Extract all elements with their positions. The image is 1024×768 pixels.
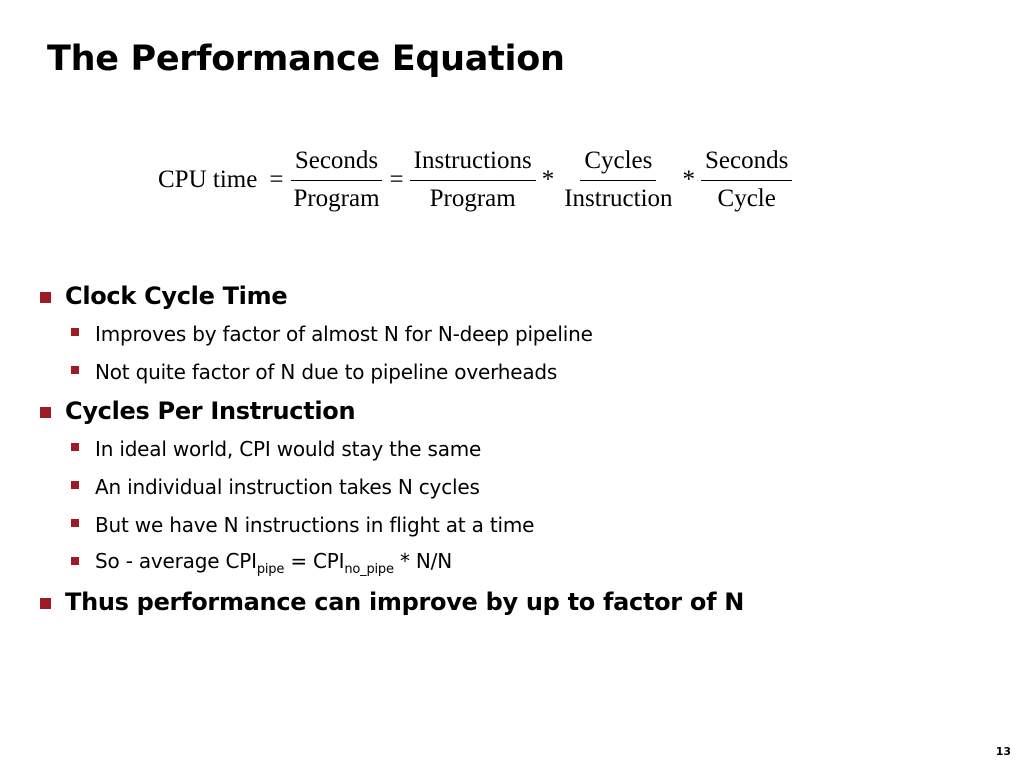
fraction-denominator: Program (293, 184, 380, 212)
multiply-sign: * (541, 166, 555, 194)
fraction-denominator: Program (429, 184, 516, 212)
fraction-numerator: Cycles (580, 147, 656, 181)
fraction-instructions-per-program (410, 147, 536, 214)
square-bullet-icon (71, 366, 79, 374)
formula-middle: = CPI (284, 549, 345, 573)
square-bullet-icon (71, 328, 79, 336)
equation-lhs: CPU time (158, 166, 258, 194)
formula-subscript-no-pipe: no_pipe (344, 562, 394, 577)
formula-subscript-pipe: pipe (256, 562, 285, 577)
bullet-text: Clock Cycle Time (65, 281, 288, 310)
fraction-seconds-per-program (289, 147, 383, 214)
square-bullet-icon (71, 481, 79, 489)
bullet-item (40, 582, 1000, 621)
square-bullet-icon (40, 598, 51, 609)
square-bullet-icon (40, 292, 51, 303)
sub-bullet-text: In ideal world, CPI would stay the same (95, 437, 482, 461)
square-bullet-icon (40, 407, 51, 418)
fraction-numerator: Instructions (410, 147, 536, 181)
sub-bullet-item (40, 430, 1000, 468)
sub-bullet-item (40, 468, 1000, 506)
fraction-numerator: Seconds (291, 147, 382, 181)
square-bullet-icon (71, 519, 79, 527)
square-bullet-icon (71, 557, 79, 565)
multiply-sign: * (682, 166, 696, 194)
bullet-item (40, 391, 1000, 430)
sub-bullet-text: Improves by factor of almost N for N-deep pipeline (95, 322, 593, 346)
sub-bullet-item (40, 506, 1000, 544)
sub-bullet-item-formula (40, 544, 1000, 582)
sub-bullet-text: An individual instruction takes N cycles (95, 475, 480, 499)
formula-suffix: * N/N (393, 549, 452, 573)
sub-bullet-text: But we have N instructions in flight at a time (95, 513, 535, 537)
slide-title: The Performance Equation (47, 39, 565, 79)
fraction-seconds-per-cycle (701, 147, 792, 214)
fraction-cycles-per-instruction (560, 147, 676, 214)
cpi-formula (95, 549, 452, 577)
bullet-list (40, 276, 1000, 621)
bullet-item (40, 276, 1000, 315)
sub-bullet-text: Not quite factor of N due to pipeline overheads (95, 360, 558, 384)
page-number: 13 (995, 745, 1011, 758)
fraction-numerator: Seconds (701, 147, 792, 181)
formula-prefix: So - average CPI (95, 549, 257, 573)
sub-bullet-item (40, 353, 1000, 391)
equals-sign: = (269, 166, 284, 194)
sub-bullet-item (40, 315, 1000, 353)
fraction-denominator: Cycle (717, 184, 776, 212)
equals-sign: = (389, 166, 404, 194)
bullet-text: Cycles Per Instruction (65, 396, 356, 425)
performance-equation (158, 147, 792, 214)
fraction-denominator: Instruction (564, 184, 673, 212)
square-bullet-icon (71, 443, 79, 451)
bullet-text: Thus performance can improve by up to factor of N (65, 587, 745, 616)
